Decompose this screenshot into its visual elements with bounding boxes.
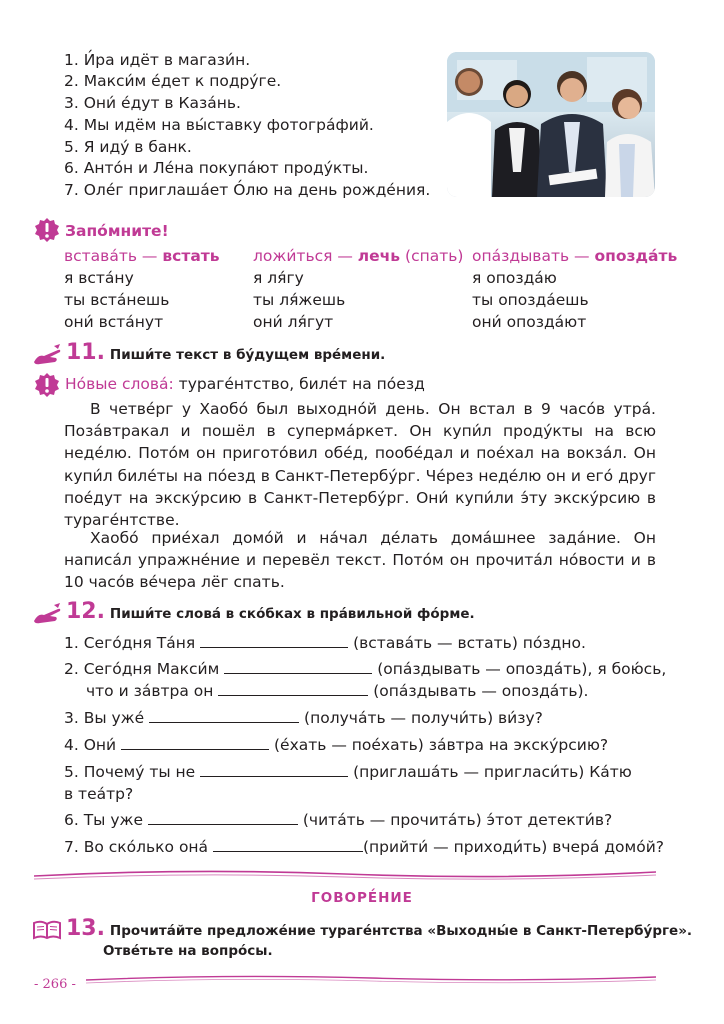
new-words [65,374,425,394]
exercise-item [64,659,666,679]
conjugation-row: ты вста́нешь [64,291,170,309]
conjugation-row: они́ ля́гут [253,313,334,331]
answer-blank[interactable] [149,708,299,723]
conjugation-row: я ля́гу [253,269,304,287]
exercise-item [86,681,588,701]
verb-perfective: лечь [357,247,401,265]
conjugation-row: они́ вста́нут [64,313,164,331]
list-item: 1. И́ра идёт в магази́н. [64,51,251,69]
list-item: 2. Макси́м е́дет к подру́ге. [64,72,282,90]
answer-blank[interactable] [148,810,298,825]
verb-perfective: опозда́ть [594,247,678,265]
verb-imperfective: встава́ть — [64,247,163,265]
exercise-item [64,837,664,857]
conjugation-row: они́ опозда́ют [472,313,587,331]
verb-imperfective: ложи́ться — [253,247,358,265]
group-photo [447,52,655,197]
task-number: 12. [66,599,105,624]
item-end: (е́хать — пое́хать) за́втра на экску́рсию? [269,736,609,754]
reading-paragraph: Хаобо́ прие́хал домо́й и на́чал де́лать дома́шнее зада́ние. Он написа́л упражне́ние и перевёл текст. Пото́м он прочита́л но́вости и в 10 часо́в ве́чера лёг спать. [64,529,656,592]
conjugation-row: ты опозда́ешь [472,291,589,309]
list-item: 5. Я иду́ в банк. [64,138,192,156]
exercise-item [64,708,543,728]
task-title: Прочита́йте предложе́ние тураге́нтства «Выходны́е в Санкт-Петербу́рге». [109,923,693,939]
item-start: что и за́втра он [86,682,219,700]
item-end: (опа́здывать — опозда́ть). [368,682,589,700]
answer-blank[interactable] [213,837,363,852]
answer-blank[interactable] [200,633,348,648]
item-end: (чита́ть — прочита́ть) э́тот детекти́в? [297,811,613,829]
task-title: Пиши́те текст в бу́дущем вре́мени. [109,347,386,363]
item-end: (получа́ть — получи́ть) ви́зу? [299,709,543,727]
task-number: 11. [66,340,105,365]
verb-pair-header [472,246,677,266]
task-title: Пиши́те слова́ в ско́бках в пра́вильной фо́рме. [109,606,475,622]
open-book-icon [32,920,62,940]
task-11-header [66,340,386,365]
section-title: ГОВОРЕ́НИЕ [311,890,413,906]
item-start: 2. Сего́дня Макси́м [64,660,225,678]
task-12-header [66,599,475,624]
new-words-list: тураге́нтство, биле́т на по́езд [173,375,425,393]
footer-wave-line [86,972,656,986]
exclamation-icon [34,372,60,398]
exercise-item [64,735,608,755]
task-13-header [66,916,693,941]
item-start: 6. Ты уже [64,811,148,829]
verb-imperfective: опа́здывать — [472,247,595,265]
writing-hand-icon [32,344,62,366]
task-number: 13. [66,916,105,941]
task-title-continuation: Отве́тьте на вопро́сы. [103,943,273,959]
verb-perfective: встать [162,247,220,265]
list-item: 4. Мы идём на вы́ставку фотогра́фий. [64,116,374,134]
item-start: 5. Почему́ ты не [64,763,201,781]
conjugation-row: я опозда́ю [472,269,557,287]
list-item: 3. Они́ е́дут в Каза́нь. [64,94,241,112]
exercise-item [64,633,586,653]
verb-note: (спать) [400,247,464,265]
reading-paragraph: В четве́рг у Хаобо́ был выходно́й день. Он встал в 9 часо́в утра́. Поза́втракал и пошёл в суперма́ркет. Он купи́л проду́кты на всю неде́лю. Пото́м он пригото́вил обе́д, пообе́дал и пое́хал на вокза́л. Он купи́л биле́ты на по́езд в Санкт-Петербу́рг. Че́рез неде́лю он и его́ друг пое́дут на экску́рсию в Санкт-Петербу́рг. Они́ купи́ли э́ту экску́рсию в тураге́нтстве. [64,400,656,530]
wave-divider [34,866,656,882]
exclamation-icon [34,217,60,243]
exercise-item [64,810,612,830]
item-end: (прийти́ — приходи́ть) вчера́ домо́й? [362,838,665,856]
item-start: 7. Во ско́лько она́ [64,838,213,856]
list-item: 6. Анто́н и Ле́на покупа́ют проду́кты. [64,159,369,177]
list-item: 7. Оле́г приглаша́ет О́лю на день рожде́ния. [64,181,431,199]
answer-blank[interactable] [200,762,348,777]
item-end: (опа́здывать — опозда́ть), я бою́сь, [372,660,667,678]
verb-pair-header [64,246,220,266]
writing-hand-icon [32,603,62,625]
item-start: 4. Они́ [64,736,122,754]
remember-title: Запо́мните! [65,222,169,240]
people-illustration [447,52,655,197]
exercise-item [64,762,632,782]
item-end: (встава́ть — встать) по́здно. [348,634,586,652]
item-end: (приглаша́ть — пригласи́ть) Ка́тю [348,763,632,781]
page-number: - 266 - [34,977,76,992]
conjugation-row: ты ля́жешь [253,291,346,309]
verb-pair-header [253,246,463,266]
item-start: 3. Вы уже́ [64,709,150,727]
conjugation-row: я вста́ну [64,269,134,287]
answer-blank[interactable] [224,659,372,674]
answer-blank[interactable] [218,681,368,696]
item-start: 1. Сего́дня Та́ня [64,634,201,652]
exercise-item-continuation: в теа́тр? [64,785,134,803]
answer-blank[interactable] [121,735,269,750]
new-words-label: Но́вые слова́: [65,375,174,393]
